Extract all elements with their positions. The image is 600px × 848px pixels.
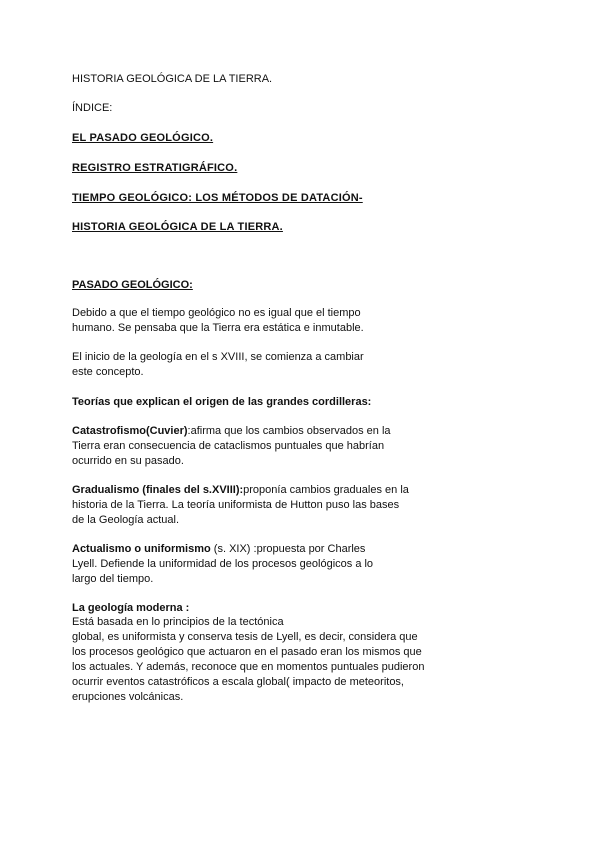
term-gradualismo: Gradualismo (finales del s.XVIII): <box>72 484 244 496</box>
paragraph-line: Está basada en lo principios de la tectónica <box>72 616 284 628</box>
toc-item[interactable]: HISTORIA GEOLÓGICA DE LA TIERRA. <box>72 221 283 233</box>
paragraph-line: global, es uniformista y conserva tesis de Lyell, es decir, considera que <box>72 631 418 643</box>
paragraph-line <box>72 542 365 557</box>
paragraph-line: ocurrido en su pasado. <box>72 455 184 467</box>
paragraph-line: los procesos geológico que actuaron en el pasado eran los mismos que <box>72 646 422 658</box>
paragraph-line <box>72 483 409 498</box>
paragraph-line: El inicio de la geología en el s XVIII, se comienza a cambiar <box>72 351 364 363</box>
paragraph-line: ocurrir eventos catastróficos a escala global( impacto de meteoritos, <box>72 676 404 688</box>
paragraph-line: de la Geología actual. <box>72 514 180 526</box>
paragraph-line: los actuales. Y además, reconoce que en momentos puntuales pudieron <box>72 661 425 673</box>
term-catastrofismo: Catastrofismo(Cuvier) <box>72 425 188 437</box>
paragraph-line: Tierra eran consecuencia de cataclismos puntuales que habrían <box>72 440 385 452</box>
paragraph-line: largo del tiempo. <box>72 573 154 585</box>
paragraph-text: :afirma que los cambios observados en la <box>187 425 391 437</box>
paragraph-line <box>72 424 391 439</box>
document-title: HISTORIA GEOLÓGICA DE LA TIERRA. <box>72 73 273 85</box>
term-geologia-moderna: La geología moderna : <box>72 602 190 614</box>
paragraph-line: este concepto. <box>72 366 144 378</box>
index-label: ÍNDICE: <box>72 102 113 114</box>
toc-item[interactable]: REGISTRO ESTRATIGRÁFICO. <box>72 162 238 174</box>
toc-item[interactable]: TIEMPO GEOLÓGICO: LOS MÉTODOS DE DATACIÓN- <box>72 192 363 204</box>
paragraph-line: humano. Se pensaba que la Tierra era estática e inmutable. <box>72 322 364 334</box>
term-actualismo: Actualismo o uniformismo <box>72 543 211 555</box>
theories-heading: Teorías que explican el origen de las grandes cordilleras: <box>72 396 372 408</box>
toc-item[interactable]: EL PASADO GEOLÓGICO. <box>72 132 214 144</box>
paragraph-line: historia de la Tierra. La teoría uniformista de Hutton puso las bases <box>72 499 400 511</box>
paragraph-line: erupciones volcánicas. <box>72 691 184 703</box>
paragraph-text: proponía cambios graduales en la <box>243 484 409 496</box>
paragraph-line: Debido a que el tiempo geológico no es igual que el tiempo <box>72 307 361 319</box>
paragraph-text: (s. XIX) :propuesta por Charles <box>210 543 366 555</box>
section-heading: PASADO GEOLÓGICO: <box>72 279 193 291</box>
paragraph-line: Lyell. Defiende la uniformidad de los procesos geológicos a lo <box>72 558 374 570</box>
